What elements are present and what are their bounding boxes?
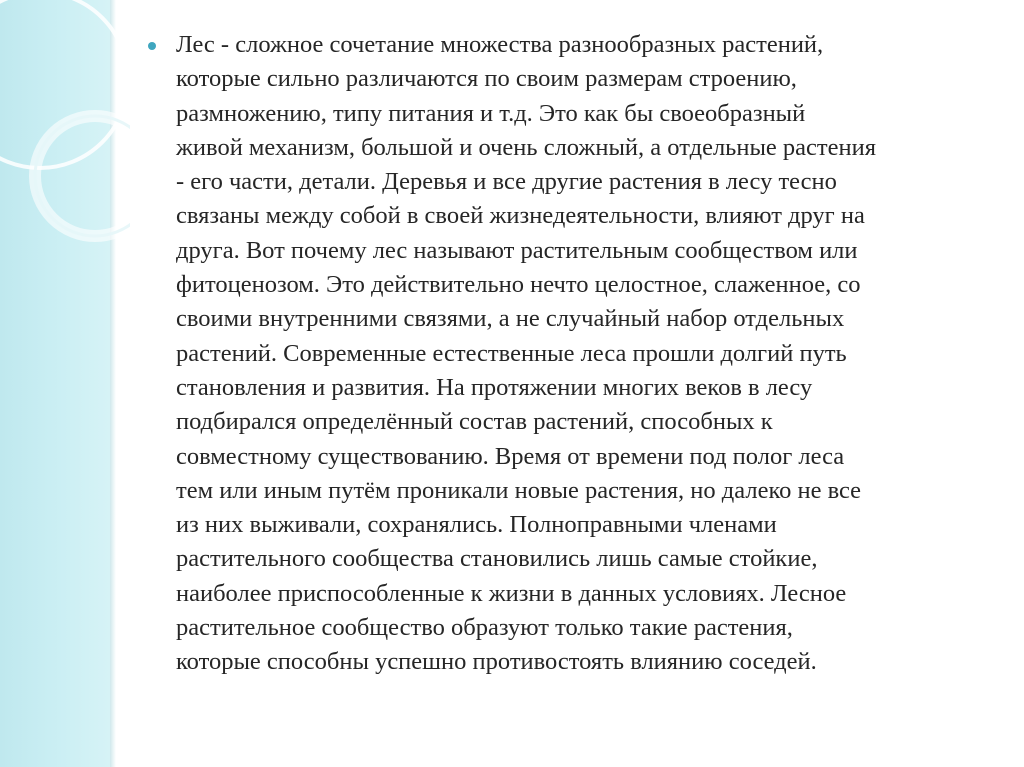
paragraph-line: живой механизм, большой и очень сложный, а отдельные растения xyxy=(176,133,876,161)
paragraph-line: - его части, детали. Деревья и все другие растения в лесу тесно xyxy=(176,168,837,196)
decorative-circles xyxy=(0,0,130,767)
paragraph-line: своими внутренними связями, а не случайный набор отдельных xyxy=(176,305,845,333)
decorative-arc-large xyxy=(0,0,128,168)
paragraph-line: наиболее приспособленные к жизни в данных условиях. Лесное xyxy=(176,579,847,607)
paragraph-line: которые способны успешно противостоять влиянию соседей. xyxy=(176,648,817,676)
paragraph-line: растений. Современные естественные леса прошли долгий путь xyxy=(176,339,847,367)
paragraph-line: Лес - сложное сочетание множества разнообразных растений, xyxy=(176,31,824,58)
paragraph-line: которые сильно различаются по своим размерам строению, xyxy=(176,65,797,93)
paragraph-line: друга. Вот почему лес называют растительным сообществом или xyxy=(176,236,858,264)
paragraph-line: тем или иным путём проникали новые растения, но далеко не все xyxy=(176,476,862,504)
paragraph-line: связаны между собой в своей жизнедеятельности, влияют друг на xyxy=(176,202,865,230)
paragraph-line: растительного сообщества становились лишь самые стойкие, xyxy=(176,545,818,573)
paragraph-line: становления и развития. На протяжении многих веков в лесу xyxy=(176,373,813,401)
paragraph-line: растительное сообщество образуют только такие растения, xyxy=(176,614,793,642)
bullet-dot-icon xyxy=(148,42,156,50)
paragraph-line: из них выживали, сохранялись. Полноправными членами xyxy=(176,511,777,539)
paragraph-line: фитоценозом. Это действительно нечто целостное, слаженное, со xyxy=(176,271,861,299)
paragraph-line: совместному существованию. Время от времени под полог леса xyxy=(176,442,845,470)
slide-content xyxy=(148,28,998,748)
bullet-paragraph xyxy=(148,28,998,680)
paragraph-line: размножению, типу питания и т.д. Это как бы своеобразный xyxy=(176,99,806,127)
decorative-ring-thick xyxy=(35,116,130,236)
paragraph-line: подбирался определённый состав растений, способных к xyxy=(176,408,773,436)
